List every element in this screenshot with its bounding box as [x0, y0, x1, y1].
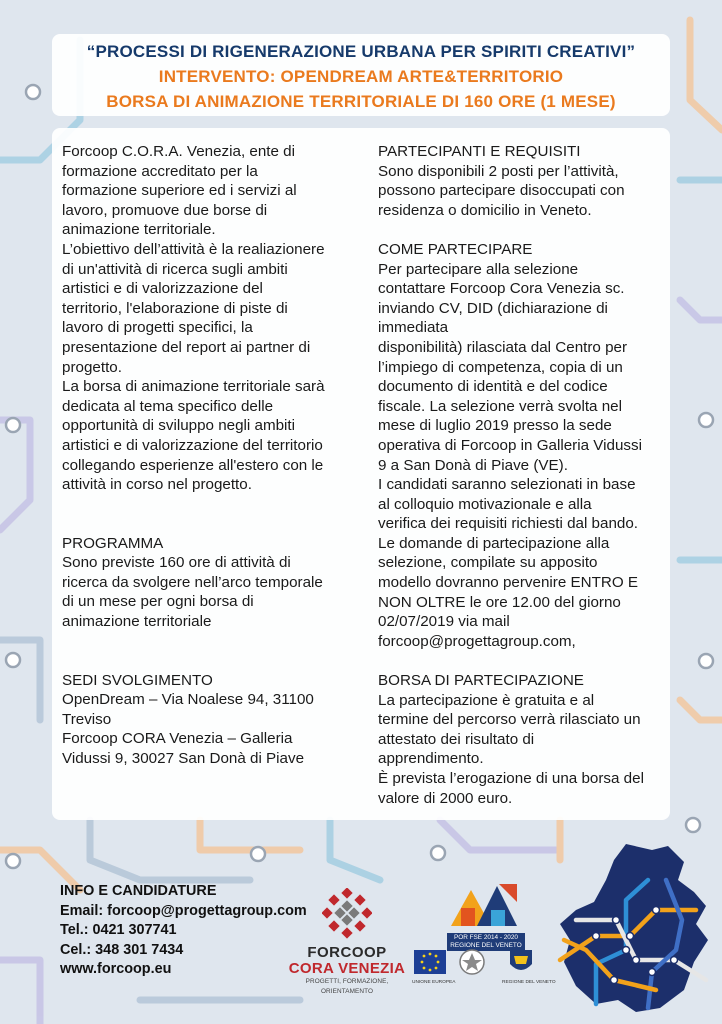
come-partecipare-text: Per partecipare alla selezione contattare Forcoop Cora Venezia sc. inviando CV, DID (dichiarazione di immediata disponibilità) rilasciata dal Centro per l’impiego di competenza, copia di un documento di identità e del codice fiscale. La selezione verrà svolta nel mese di luglio 2019 presso la sede operativa di Forcoop in Galleria Vidussi 9 a San Donà di Piave (VE). I candidati saranno selezionati in base al colloquio motivazionale e alla verifica dei requisiti richiesti dal bando. Le domande di partecipazione alla selezione, compilate su apposito modello dovranno pervenire ENTRO E NON OLTRE le ore 12.00 del giorno 02/07/2019 via mail forcoop@progettagroup.com, — [378, 260, 642, 650]
contact-info — [60, 882, 307, 980]
contact-website[interactable]: www.forcoop.eu — [60, 961, 172, 977]
ue-label: UNIONE EUROPEA — [412, 980, 456, 985]
header-line-2: INTERVENTO: OPENDREAM ARTE&TERRITORIO — [158, 67, 564, 86]
main-content-box — [52, 128, 670, 820]
borsa-text: La partecipazione è gratuita e al termine del percorso verrà rilasciato un attestato dei risultato di apprendimento. È prevista l’erogazione di una borsa del valore di 2000 euro. — [378, 691, 644, 807]
contact-email[interactable]: Email: forcoop@progettagroup.com — [60, 902, 307, 919]
forcoop-logo — [287, 888, 407, 997]
info-title: INFO E CANDIDATURE — [60, 883, 217, 899]
contact-phone[interactable]: Tel.: 0421 307741 — [60, 922, 177, 938]
contact-mobile[interactable]: Cel.: 348 301 7434 — [60, 941, 184, 958]
borsa-heading: BORSA DI PARTECIPAZIONE — [378, 672, 584, 690]
header-title-box — [52, 34, 670, 116]
forcoop-emblem-icon — [322, 888, 372, 940]
logo-forcoop-text: FORCOOP — [307, 944, 387, 961]
come-partecipare-heading: COME PARTECIPARE — [378, 240, 533, 258]
logo-cora-text: CORA VENEZIA — [288, 960, 406, 977]
partecipanti-heading: PARTECIPANTI E REQUISITI — [378, 143, 581, 160]
programma-text: Sono previste 160 ore di attività di ricerca da svolgere nell’arco temporale di un mese per ogni borsa di animazione territoriale — [62, 554, 323, 631]
partecipanti-text: Sono disponibili 2 posti per l’attività, possono partecipare disoccupati con residenza o domicilio in Veneto. — [378, 162, 625, 219]
sedi-text: OpenDream – Via Noalese 94, 31100 Treviso Forcoop CORA Venezia – Galleria Vidussi 9, 30027 San Donà di Piave — [62, 691, 314, 768]
sedi-heading: SEDI SVOLGIMENTO — [62, 671, 213, 689]
por-fse-label: POR FSE 2014 - 2020 REGIONE DEL VENETO — [447, 933, 525, 951]
institutional-logos — [410, 948, 560, 998]
right-column — [378, 142, 662, 808]
por-fse-graphic-icon — [447, 880, 525, 928]
por-fse-logo — [447, 880, 525, 951]
header-line-3: BORSA DI ANIMAZIONE TERRITORIALE DI 160 ORE (1 MESE) — [106, 92, 616, 111]
header-line-1: “PROCESSI DI RIGENERAZIONE URBANA PER SPIRITI CREATIVI” — [86, 42, 636, 61]
regione-label: REGIONE DEL VENETO — [502, 980, 556, 985]
programma-heading: PROGRAMMA — [62, 534, 164, 552]
left-column — [62, 142, 352, 769]
intro-text: Forcoop C.O.R.A. Venezia, ente di formazione accreditato per la formazione superiore ed i servizi al lavoro, promuove due borse di animazione territoriale. L’obiettivo dell’attività è la realiazionere di un'attività di ricerca sugli ambiti artistici e di valorizzazione del territorio, l'elaborazione di piste di lavoro di progetti specifici, la presentazione del report ai partner di progetto. La borsa di animazione territoriale sarà dedicata al tema specifico delle opportunità di sviluppo negli ambiti artistici e di valorizzazione del territorio collegando esperienze all'estero con le attività in corso nel progetto. — [62, 143, 325, 494]
logo-tagline: PROGETTI, FORMAZIONE, ORIENTAMENTO — [305, 978, 389, 995]
veneto-metro-map-icon — [556, 840, 714, 1016]
